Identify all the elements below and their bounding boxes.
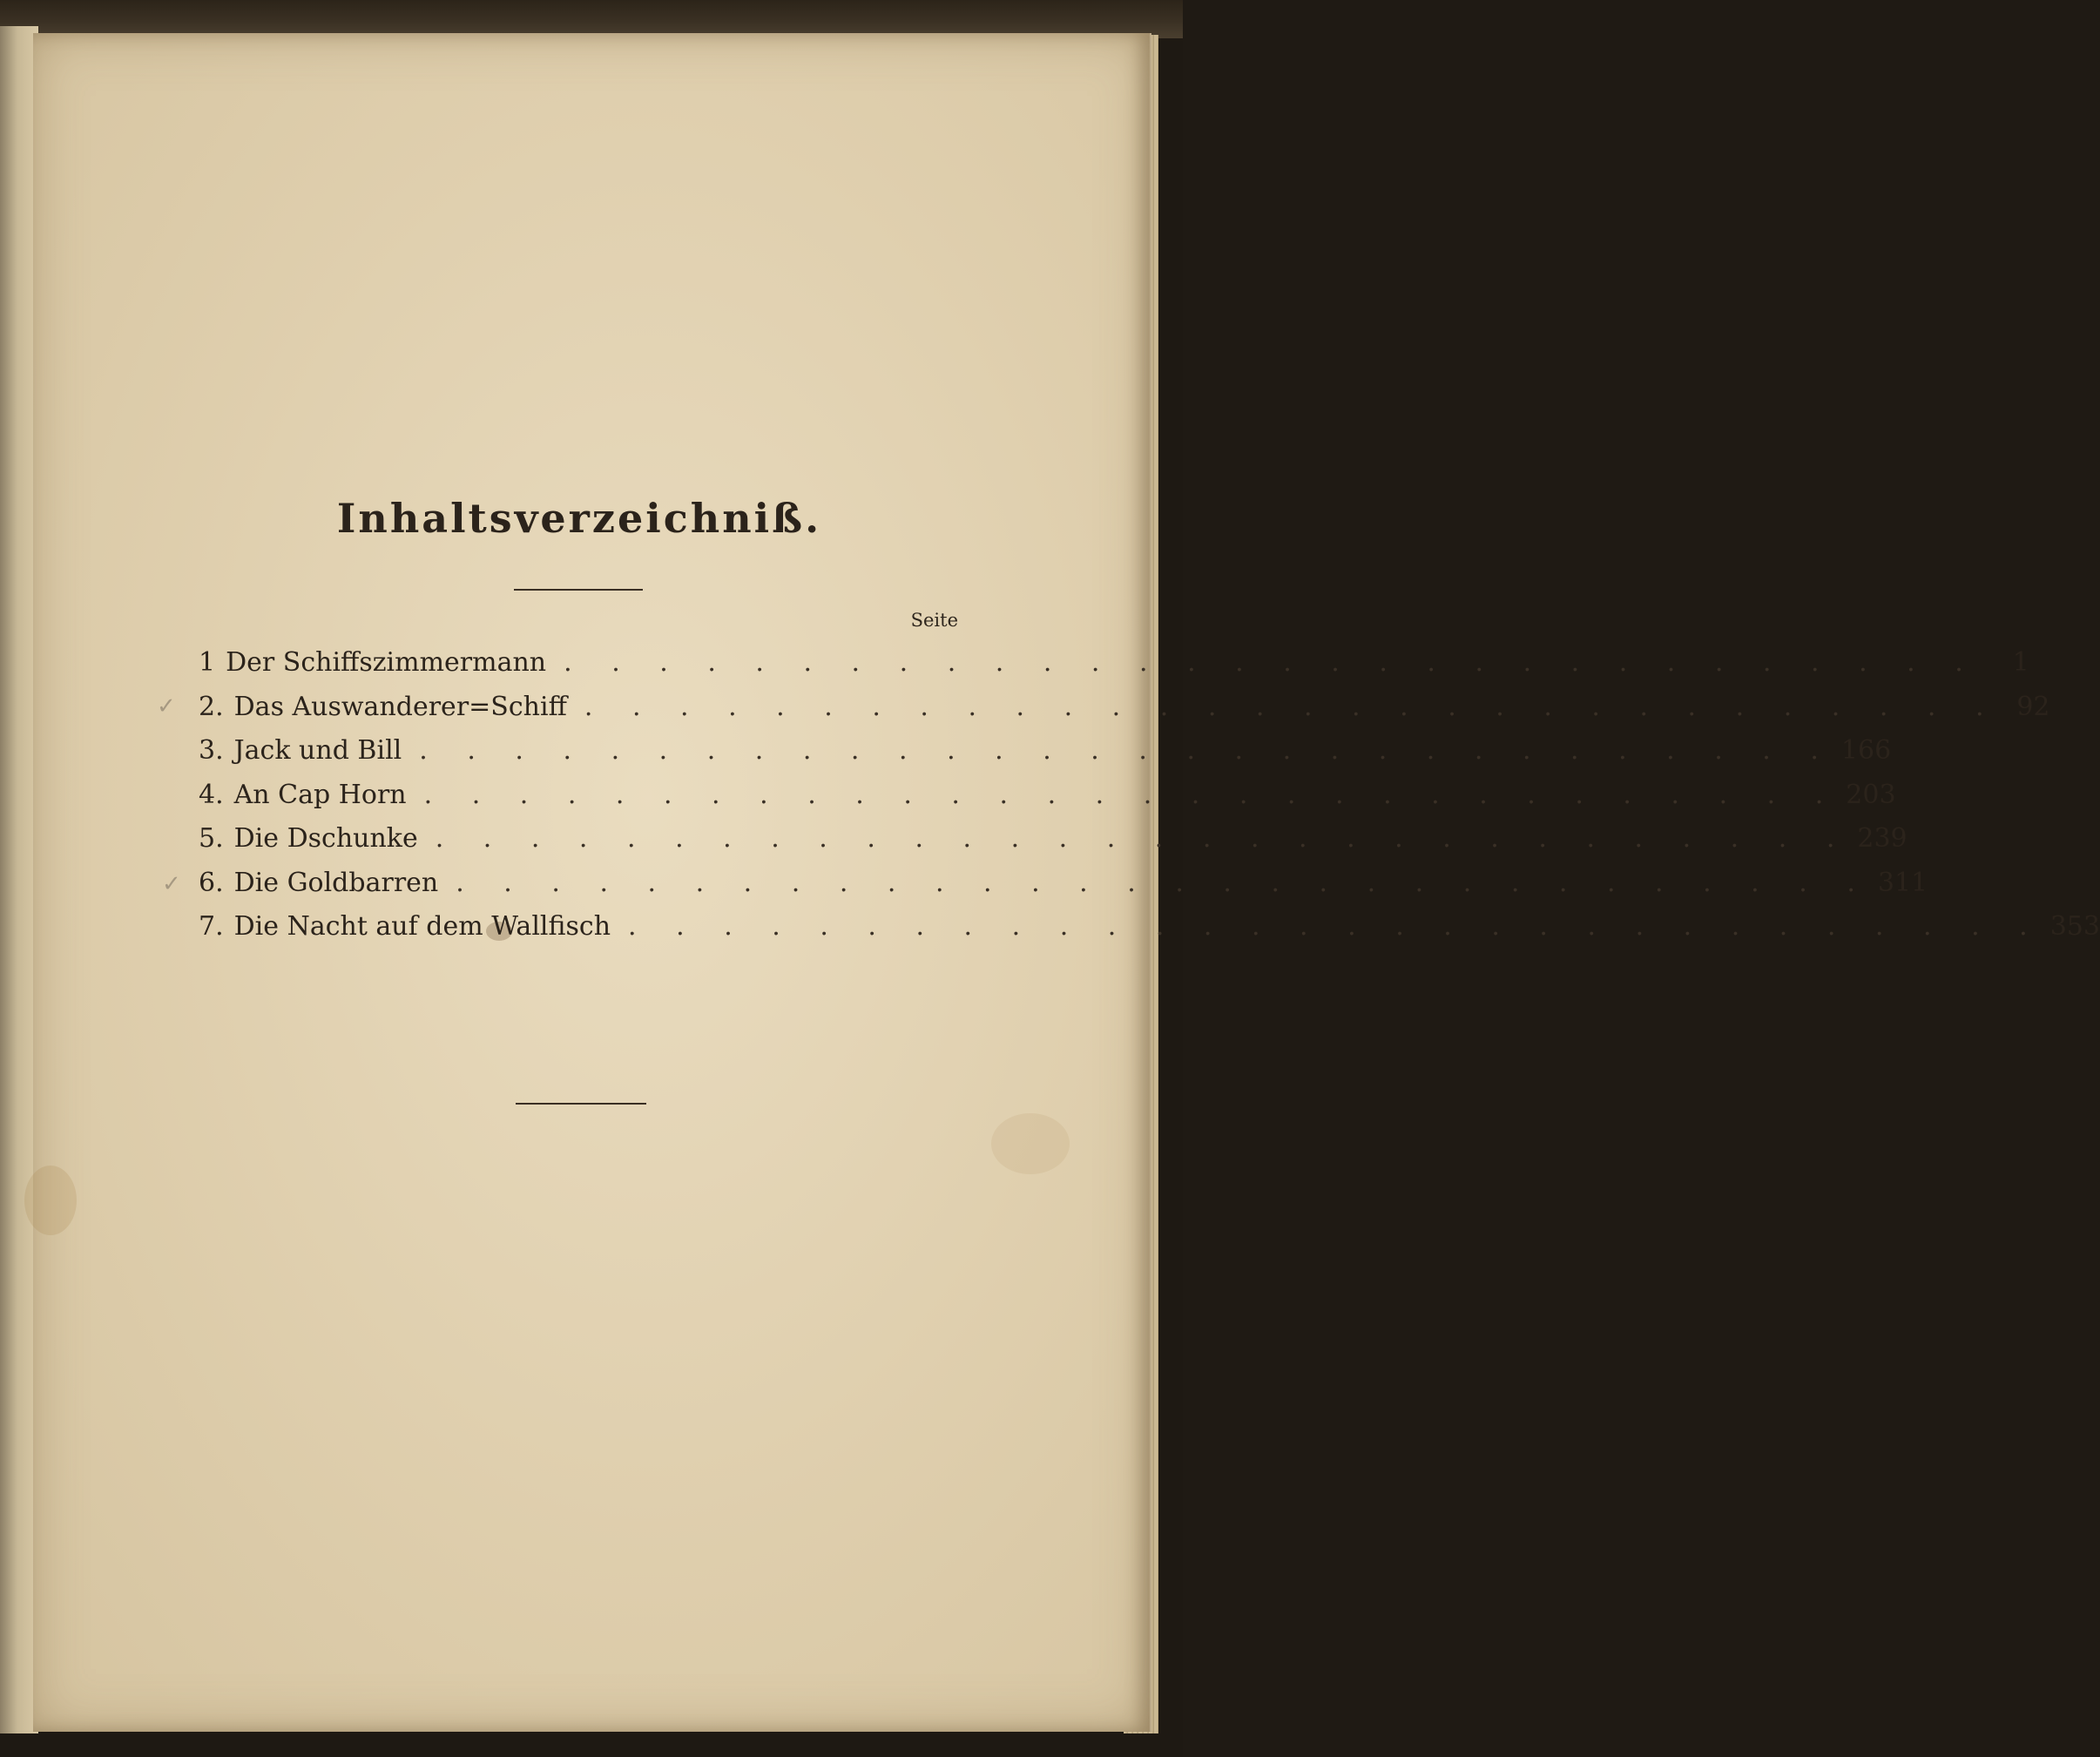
dot-leader: . . . . . . . . . . . . . . . . . . . . . . . . . . . . . . bbox=[435, 823, 1851, 854]
entry-number: 6. bbox=[199, 867, 224, 898]
dot-leader: . . . . . . . . . . . . . . . . . . . . . . . . . . . . . . bbox=[628, 911, 2043, 942]
divider-rule-bottom bbox=[516, 1103, 646, 1105]
entry-page-number: 353 bbox=[2049, 911, 2100, 942]
pencil-check-mark: ✓ bbox=[157, 693, 176, 720]
toc-entry bbox=[199, 774, 1896, 818]
toc-entry bbox=[199, 817, 1908, 862]
page-column-header: Seite bbox=[910, 610, 958, 631]
foxing-stain bbox=[24, 1166, 77, 1235]
toc-entry bbox=[199, 905, 2100, 949]
entry-title: Der Schiffszimmermann bbox=[226, 647, 547, 678]
pencil-check-mark: ✓ bbox=[162, 871, 181, 897]
entry-page-number: 166 bbox=[1840, 735, 1892, 766]
entry-title: Die Nacht auf dem Wallfisch bbox=[233, 911, 611, 942]
toc-entry bbox=[199, 641, 2029, 686]
entry-number: 7. bbox=[199, 911, 224, 942]
entry-title: Das Auswanderer=Schiff bbox=[233, 691, 567, 722]
entry-page-number: 203 bbox=[1846, 779, 1896, 810]
entry-number: 3. bbox=[199, 735, 224, 766]
toc-entry bbox=[199, 729, 1892, 774]
dot-leader: . . . . . . . . . . . . . . . . . . . . . . . . . . . . . . bbox=[456, 867, 1871, 898]
toc-entry bbox=[199, 686, 2050, 730]
dot-leader: . . . . . . . . . . . . . . . . . . . . . . . . . . . . . . bbox=[584, 691, 2000, 722]
divider-rule-top bbox=[514, 589, 643, 591]
entry-title: Die Dschunke bbox=[233, 823, 418, 854]
entry-title: An Cap Horn bbox=[233, 779, 407, 810]
entry-title: Jack und Bill bbox=[233, 735, 402, 766]
entry-number: 5. bbox=[199, 823, 224, 854]
entry-number: 1 bbox=[199, 647, 216, 678]
dot-leader: . . . . . . . . . . . . . . . . . . . . . . . . . . . . . . bbox=[423, 779, 1840, 810]
page-title: Inhaltsverzeichniß. bbox=[336, 495, 822, 542]
dot-leader: . . . . . . . . . . . . . . . . . . . . . . . . . . . . . . bbox=[564, 647, 1979, 678]
entry-number: 4. bbox=[199, 779, 224, 810]
entry-number: 2. bbox=[199, 691, 224, 722]
foxing-stain bbox=[991, 1113, 1070, 1174]
dot-leader: . . . . . . . . . . . . . . . . . . . . . . . . . . . . . . bbox=[419, 735, 1834, 766]
table-of-contents bbox=[199, 641, 2100, 949]
entry-page-number: 239 bbox=[1857, 823, 1908, 854]
entry-title: Die Goldbarren bbox=[233, 867, 439, 898]
entry-page-number: 92 bbox=[2016, 691, 2050, 722]
toc-entry bbox=[199, 862, 1928, 906]
entry-page-number: 1 bbox=[2012, 647, 2029, 678]
entry-page-number: 311 bbox=[1877, 867, 1928, 898]
